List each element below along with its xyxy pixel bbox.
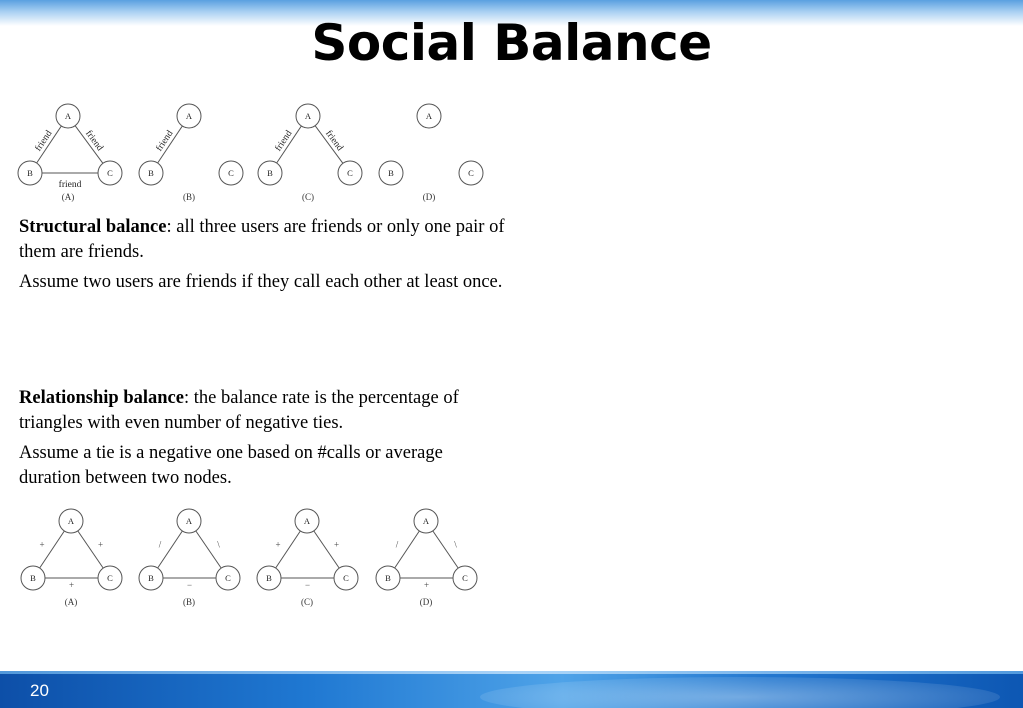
edge-A-B [395, 531, 420, 568]
svg-text:B: B [385, 573, 391, 583]
node-B [379, 161, 403, 185]
triangle-diagram [257, 509, 358, 607]
node-B [257, 566, 281, 590]
edge-sign: / [395, 539, 399, 550]
diagram-caption: (B) [183, 597, 195, 607]
svg-text:B: B [27, 168, 33, 178]
structural-term: Structural balance [19, 217, 167, 237]
node-A [296, 104, 320, 128]
relationship-definition-text: : the balance rate is the percentage of triangles with even number of negative ties. [19, 388, 459, 433]
svg-text:A: A [303, 516, 311, 526]
edge-sign: / [158, 539, 162, 550]
svg-text:C: C [107, 168, 113, 178]
node-A [295, 509, 319, 533]
edge-A-B [158, 531, 183, 568]
svg-text:A: A [64, 111, 72, 121]
diagram-caption: (A) [64, 597, 78, 607]
structural-balance-diagrams [0, 100, 500, 206]
node-A [56, 104, 80, 128]
diagram-caption: (A) [61, 192, 75, 202]
edge-sign: \ [454, 539, 457, 550]
edge-sign: + [275, 539, 281, 550]
svg-text:A: A [185, 516, 193, 526]
svg-text:C: C [225, 573, 231, 583]
triangle-diagram [376, 509, 477, 607]
svg-text:B: B [148, 168, 154, 178]
edge-A-B [276, 531, 301, 568]
node-C [338, 161, 362, 185]
svg-text:B: B [388, 168, 394, 178]
svg-text:C: C [107, 573, 113, 583]
node-C [98, 566, 122, 590]
edge-sign: + [39, 539, 45, 550]
relationship-definition [19, 386, 509, 436]
svg-text:A: A [304, 111, 312, 121]
svg-text:A: A [185, 111, 193, 121]
node-B [18, 161, 42, 185]
diagram-caption: (D) [422, 192, 436, 202]
edge-label: friend [154, 128, 176, 154]
relationship-balance-diagrams [0, 505, 500, 611]
diagram-caption: (D) [419, 597, 433, 607]
svg-text:B: B [266, 573, 272, 583]
node-B [21, 566, 45, 590]
node-B [376, 566, 400, 590]
triangle-diagram [139, 509, 240, 607]
node-C [219, 161, 243, 185]
diagram-caption: (C) [302, 192, 314, 202]
relationship-assumption: Assume a tie is a negative one based on #calls or average duration between two nodes. [19, 443, 443, 488]
relationship-term: Relationship balance [19, 388, 184, 408]
edge-label: friend [83, 128, 105, 154]
edge-label: friend [273, 128, 295, 154]
node-C [459, 161, 483, 185]
node-A [177, 509, 201, 533]
node-C [98, 161, 122, 185]
edge-sign: − [186, 580, 193, 590]
node-B [258, 161, 282, 185]
triangle-diagram [258, 104, 362, 202]
svg-text:C: C [462, 573, 468, 583]
diagram-caption: (B) [183, 192, 195, 202]
edge-sign: \ [217, 539, 220, 550]
footer-band [0, 671, 1023, 708]
svg-text:C: C [347, 168, 353, 178]
edge-A-C [78, 531, 103, 568]
structural-definition [19, 215, 509, 265]
structural-assumption: Assume two users are friends if they call each other at least once. [19, 272, 503, 292]
triangle-diagram [379, 104, 483, 202]
slide-title: Social Balance [311, 14, 712, 72]
edge-label: friend [58, 180, 82, 190]
node-A [414, 509, 438, 533]
node-C [216, 566, 240, 590]
svg-text:A: A [67, 516, 75, 526]
node-B [139, 566, 163, 590]
node-A [177, 104, 201, 128]
edge-sign: − [304, 580, 311, 590]
edge-sign: + [333, 539, 340, 550]
edge-A-C [196, 531, 221, 568]
edge-A-B [40, 531, 65, 568]
edge-sign: + [97, 539, 104, 550]
edge-A-C [314, 531, 339, 568]
svg-text:A: A [422, 516, 430, 526]
node-C [334, 566, 358, 590]
svg-text:C: C [468, 168, 474, 178]
svg-text:C: C [343, 573, 349, 583]
diagram-caption: (C) [301, 597, 313, 607]
edge-sign: + [68, 580, 75, 590]
edge-A-C [433, 531, 458, 568]
node-A [59, 509, 83, 533]
structural-definition-text: : all three users are friends or only one pair of them are friends. [19, 217, 505, 262]
triangle-diagram [21, 509, 122, 607]
edge-label: friend [323, 128, 345, 154]
node-B [139, 161, 163, 185]
svg-text:C: C [228, 168, 234, 178]
triangle-diagram [139, 104, 243, 202]
svg-text:A: A [425, 111, 433, 121]
page-number: 20 [30, 681, 49, 700]
triangle-diagram [18, 104, 122, 202]
svg-text:B: B [30, 573, 36, 583]
edge-label: friend [33, 128, 55, 154]
edge-sign: + [423, 580, 430, 590]
node-A [417, 104, 441, 128]
svg-text:B: B [267, 168, 273, 178]
svg-text:B: B [148, 573, 154, 583]
node-C [453, 566, 477, 590]
